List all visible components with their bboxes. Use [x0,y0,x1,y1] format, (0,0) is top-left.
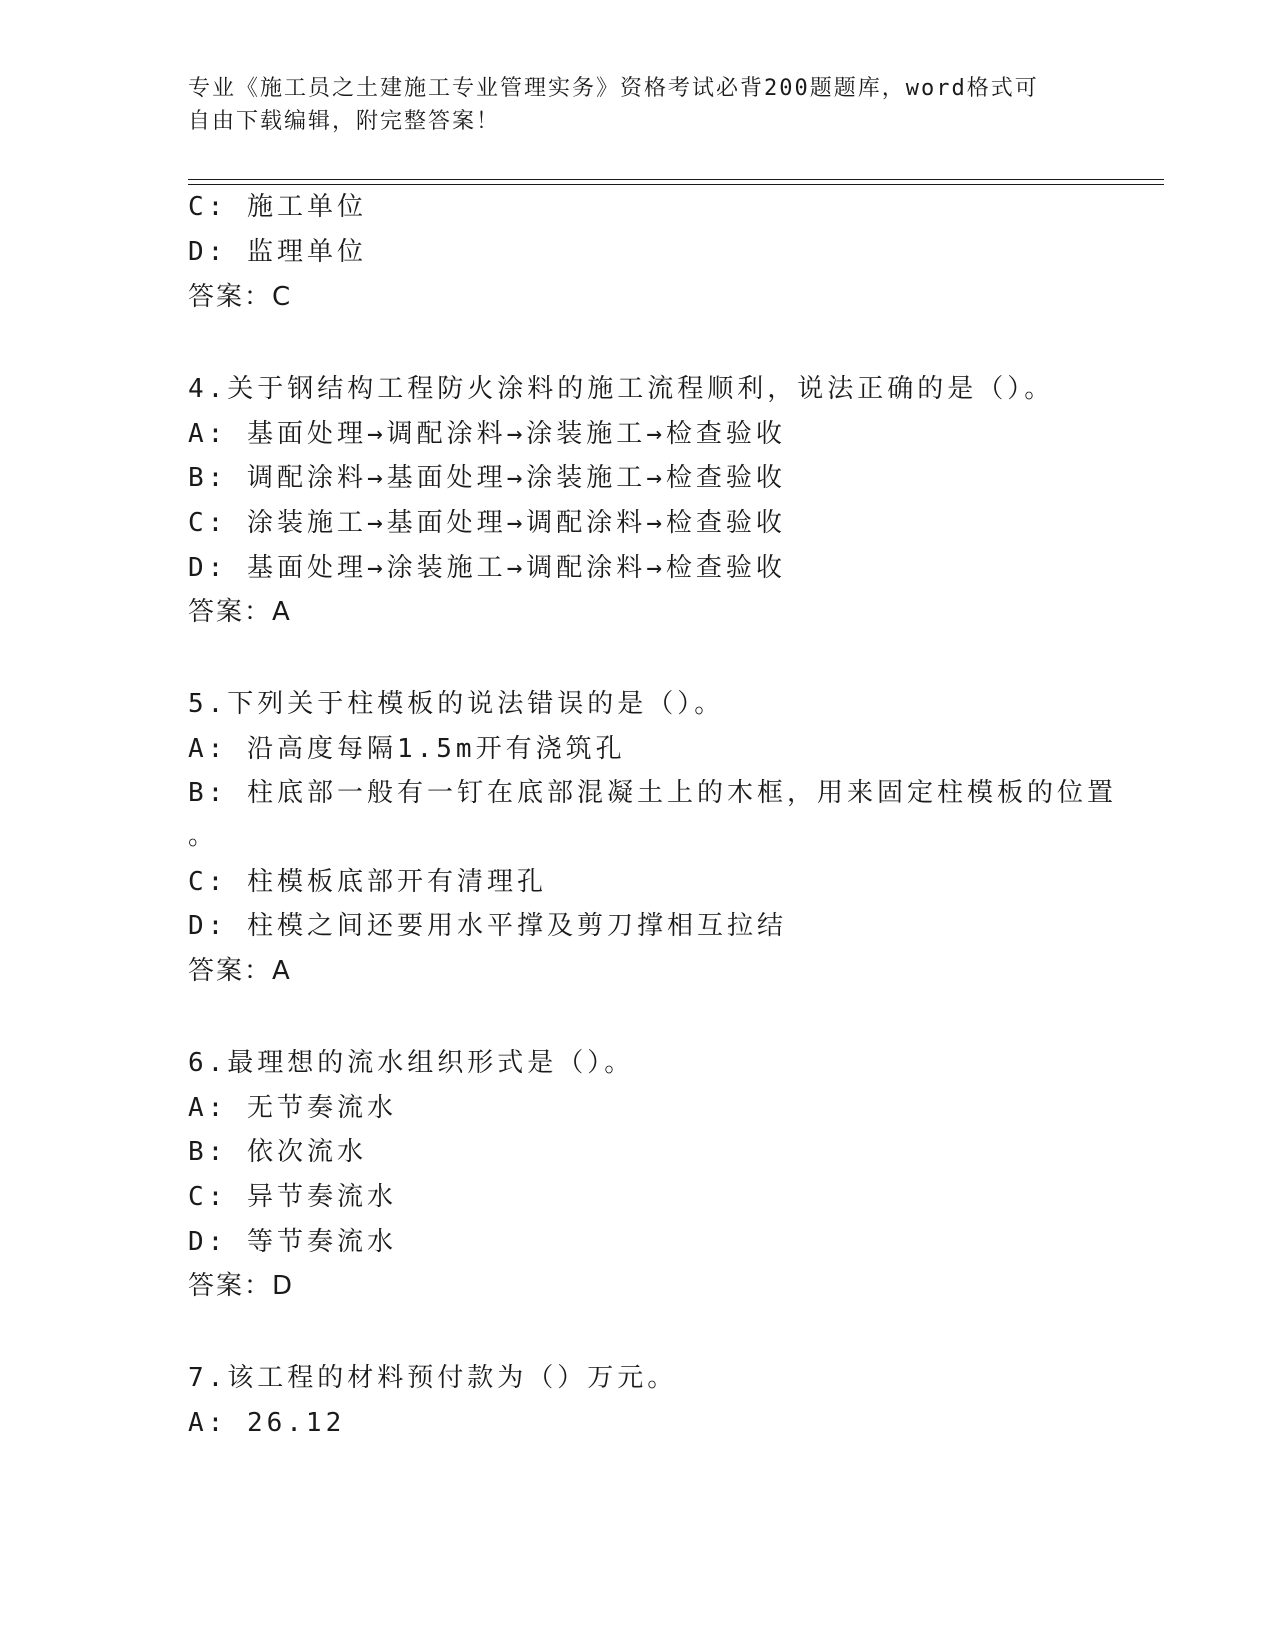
header-line-1: 专业《施工员之土建施工专业管理实务》资格考试必背200题题库，word格式可 [188,76,1039,101]
option-b: B: 依次流水 [188,1137,367,1167]
option-c: C: 柱模板底部开有清理孔 [188,867,547,897]
option-d: D: 柱模之间还要用水平撑及剪刀撑相互拉结 [188,911,787,941]
option-b: B: 柱底部一般有一钉在底部混凝土上的木框，用来固定柱模板的位置 [188,778,1117,808]
option-b: B: 调配涂料→基面处理→涂装施工→检查验收 [188,463,786,493]
question-4: 4.关于钢结构工程防火涂料的施工流程顺利，说法正确的是（）。 [188,374,1055,404]
option-a: A: 26.12 [188,1408,346,1438]
question-6: 6.最理想的流水组织形式是（）。 [188,1048,635,1078]
option-a: A: 无节奏流水 [188,1093,397,1123]
option-c: C: 施工单位 [188,192,367,222]
option-d: D: 等节奏流水 [188,1227,397,1257]
question-5: 5.下列关于柱模板的说法错误的是（）。 [188,689,725,719]
option-a: A: 基面处理→调配涂料→涂装施工→检查验收 [188,419,786,449]
header-divider-top [188,179,1164,180]
answer-line: 答案：A [188,597,292,627]
option-d: D: 基面处理→涂装施工→调配涂料→检查验收 [188,553,786,583]
option-a: A: 沿高度每隔1.5m开有浇筑孔 [188,734,626,764]
option-c: C: 涂装施工→基面处理→调配涂料→检查验收 [188,508,786,538]
answer-line: 答案：C [188,282,293,312]
option-b-continuation: 。 [188,821,219,851]
header-divider-bottom [188,184,1164,185]
question-7: 7.该工程的材料预付款为（）万元。 [188,1363,678,1393]
answer-line: 答案：A [188,956,292,986]
option-d: D: 监理单位 [188,237,367,267]
document-header [188,72,1088,138]
option-c: C: 异节奏流水 [188,1182,397,1212]
answer-line: 答案：D [188,1271,295,1301]
header-line-2: 自由下载编辑，附完整答案！ [188,109,501,134]
